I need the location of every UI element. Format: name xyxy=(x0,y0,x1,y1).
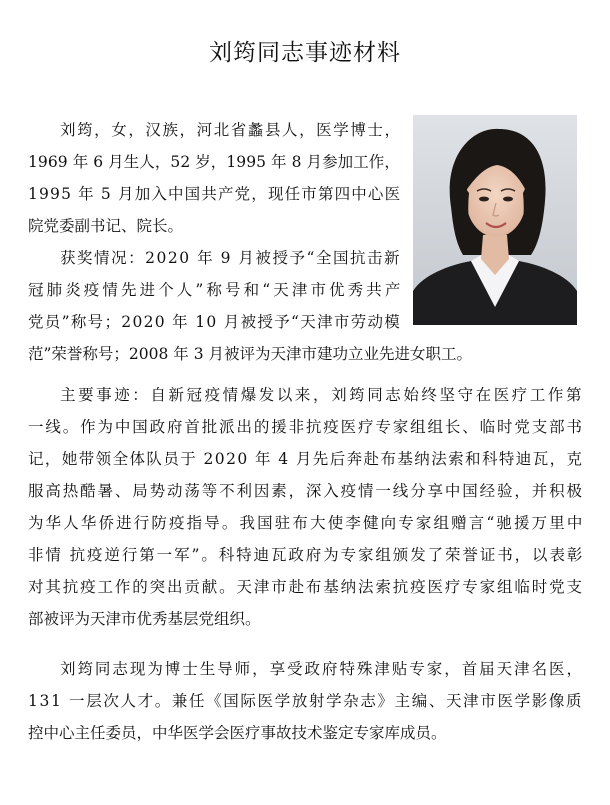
text-line: 院党委副书记、院长。 xyxy=(28,217,184,235)
text-line: 1995 年 5 月加入中国共产党，现任市第四中心医 xyxy=(28,185,402,203)
text-line: 冠肺炎疫情先进个人”称号和“天津市优秀共产 xyxy=(28,281,404,299)
page-title: 刘筠同志事迹材料 xyxy=(209,40,401,66)
text-line: 非情 抗疫逆行第一军”。科特迪瓦政府为专家组颁发了荣誉证书，以表彰 xyxy=(28,546,585,564)
text-line: 为华人华侨进行防疫指导。我国驻布大使李健向专家组赠言“驰援万里中 xyxy=(28,514,585,532)
text-line: 控中心主任委员，中华医学会医疗事故技术鉴定专家库成员。 xyxy=(28,724,447,742)
text-line: 对其抗疫工作的突出贡献。天津市赴布基纳法索抗疫医疗专家组临时党支 xyxy=(28,578,584,596)
text-line: 记，她带领全体队员于 2020 年 4 月先后奔赴布基纳法索和科特迪瓦，克 xyxy=(28,450,584,468)
text-line: 服高热酷暑、局势动荡等不利因素，深入疫情一线分享中国经验，并积极 xyxy=(28,482,584,500)
text-line: 131 一层次人才。兼任《国际医学放射学杂志》主编、天津市医学影像质 xyxy=(28,692,584,710)
text-line: 一线。作为中国政府首批派出的援非抗疫医疗专家组组长、临时党支部书 xyxy=(28,418,584,436)
text-line: 党员”称号；2020 年 10 月被授予“天津市劳动模 xyxy=(28,313,402,331)
text-line: 刘筠，女，汉族，河北省蠡县人，医学博士， xyxy=(60,121,402,139)
text-line: 获奖情况：2020 年 9 月被授予“全国抗击新 xyxy=(60,249,402,267)
portrait-photo xyxy=(413,115,577,325)
text-line: 主要事迹：自新冠疫情爆发以来，刘筠同志始终坚守在医疗工作第 xyxy=(60,386,585,404)
text-line: 刘筠同志现为博士生导师，享受政府特殊津贴专家，首届天津名医， xyxy=(60,660,584,678)
text-line: 范”荣誉称号；2008 年 3 月被评为天津市建功立业先进女职工。 xyxy=(28,345,473,363)
text-line: 1969 年 6 月生人，52 岁，1995 年 8 月参加工作， xyxy=(28,153,400,171)
text-line: 部被评为天津市优秀基层党组织。 xyxy=(28,610,261,628)
